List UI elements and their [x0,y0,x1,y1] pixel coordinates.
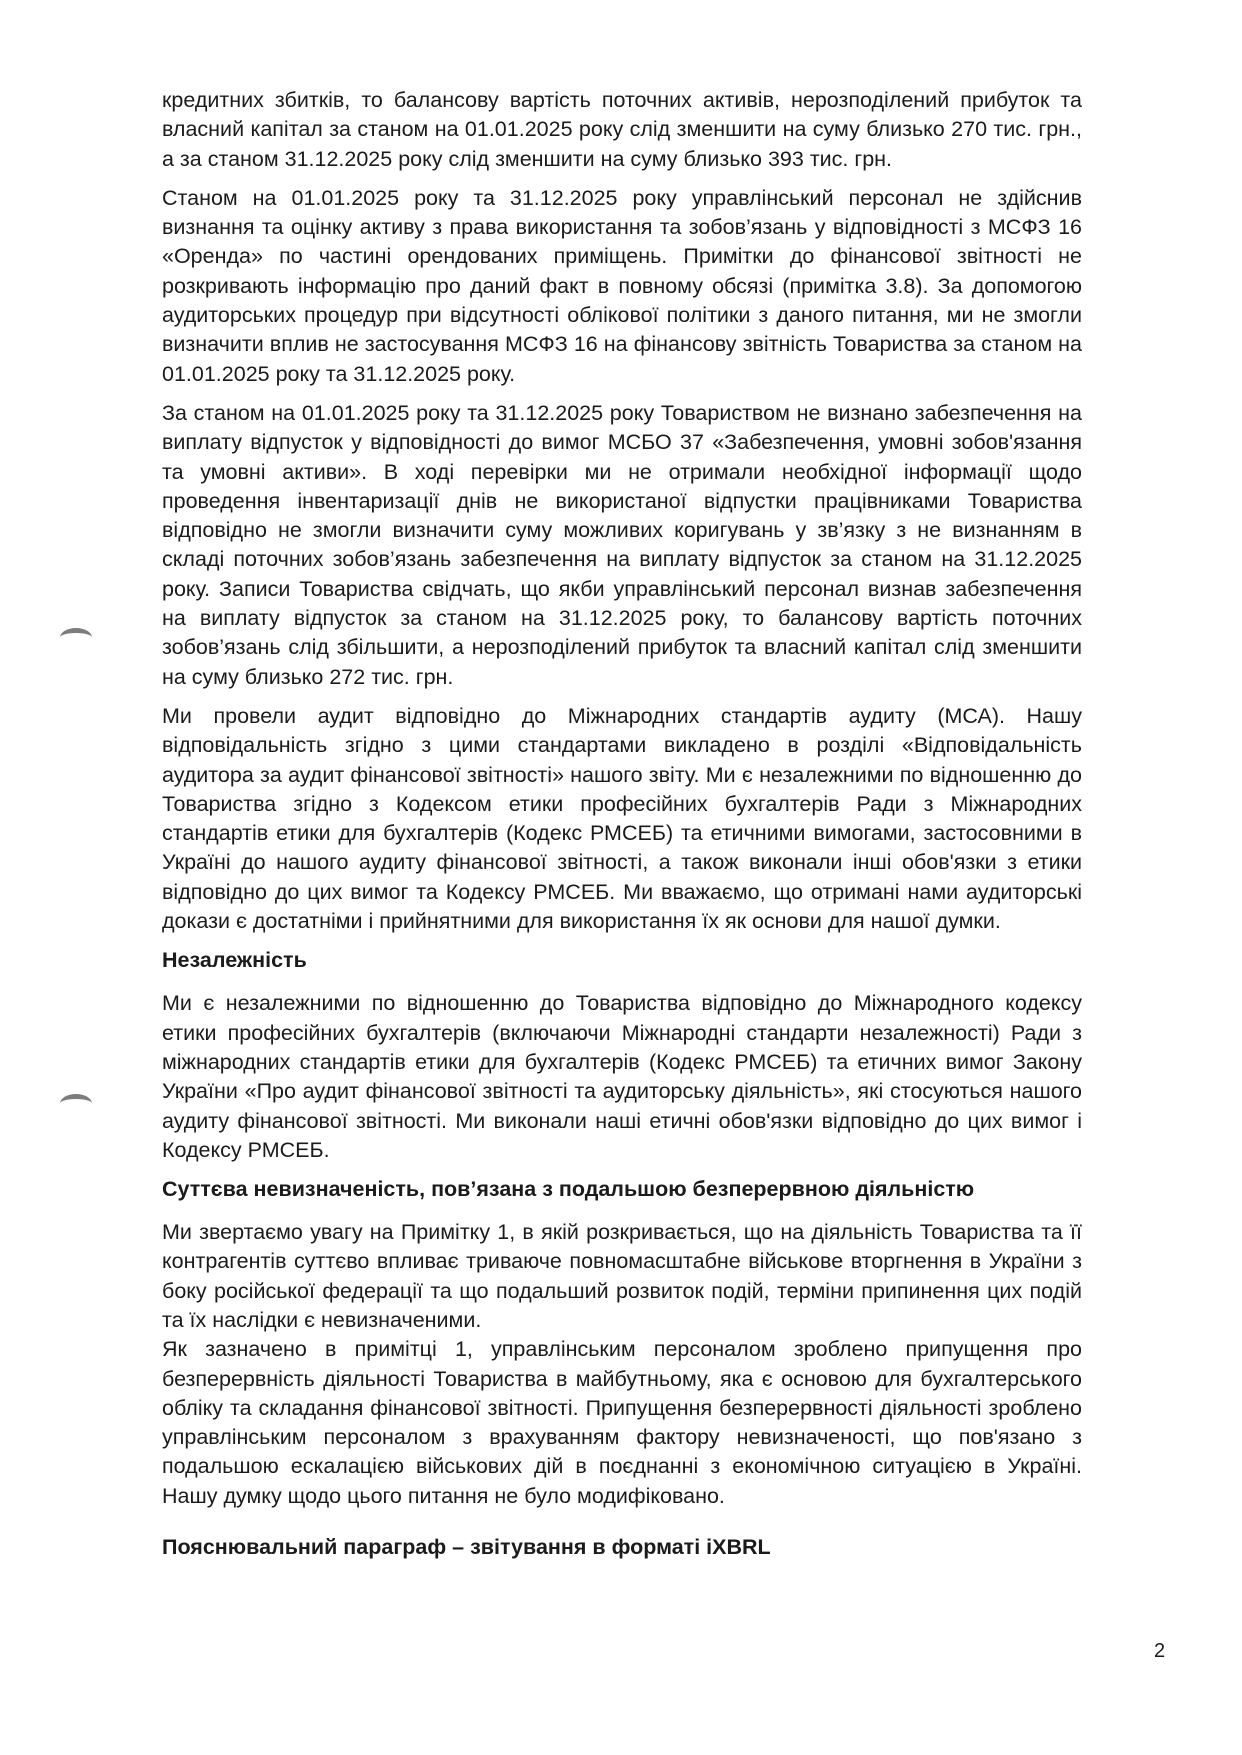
paragraph-vacation-provision: За станом на 01.01.2025 року та 31.12.2025 року Товариством не визнано забезпечення на виплату відпусток у відповідності до вимог МСБО 37 «Забезпечення, умовні зобов'язання та умовні активи». В ході перевірки ми не отримали необхідної інформації щодо проведення інвентаризації днів не використаної відпустки працівниками Товариства відповідно не змогли визначити суму можливих коригувань у зв’язку з не визнанням в складі поточних зобов’язань забезпечення на виплату відпусток за станом на 31.12.2025 року. Записи Товариства свідчать, що якби управлінський персонал визнав забезпечення на виплату відпусток за станом на 31.12.2025 року, то балансову вартість поточних зобов’язань слід збільшити, а нерозподілений прибуток та власний капітал слід зменшити на суму близько 272 тис. грн. [162,400,1082,689]
paragraph-ifrs16-lease: Станом на 01.01.2025 року та 31.12.2025 року управлінський персонал не здійснив визнання та оцінку активу з права використання та зобов’язань у відповідності з МСФЗ 16 «Оренда» по частині орендованих приміщень. Примітки до фінансової звітності не розкривають інформацію про даний факт в повному обсязі (примітка 3.8). За допомогою аудиторських процедур при відсутності облікової політики з даного питання, ми не змогли визначити вплив не застосування МСФЗ 16 на фінансову звітність Товариства за станом на 01.01.2025 року та 31.12.2025 року. [162,185,1082,386]
paragraph-credit-losses: кредитних збитків, то балансову вартість поточних активів, нерозподілений прибуток та власний капітал за станом на 01.01.2025 року слід зменшити на суму близько 270 тис. грн., а за станом 31.12.2025 року слід зменшити на суму близько 393 тис. грн. [162,88,1082,171]
heading-going-concern: Суттєва невизначеність, пов’язана з подальшою безперервною діяльністю [162,1177,975,1202]
paragraph-going-concern-1: Ми звертаємо увагу на Примітку 1, в якій розкривається, що на діяльність Товариства та її контрагентів суттєво впливає триваюче повномасштабне військове вторгнення в України з боку російської федерації та що подальший розвиток подій, терміни припинення цих подій та їх наслідки є невизначеними. [162,1220,1082,1332]
paragraph-audit-basis: Ми провели аудит відповідно до Міжнародних стандартів аудиту (МСА). Нашу відповідальність згідно з цими стандартами викладено в розділі «Відповідальність аудитора за аудит фінансової звітності» нашого звіту. Ми є незалежними по відношенню до Товариства згідно з Кодексом етики професійних бухгалтерів Ради з Міжнародних стандартів етики для бухгалтерів (Кодекс РМСЕБ) та етичними вимогами, застосовними в Україні до нашого аудиту фінансової звітності, а також виконали інші обов'язки з етики відповідно до цих вимог та Кодексу РМСЕБ. Ми вважаємо, що отримані нами аудиторські докази є достатніми і прийнятними для використання їх як основи для нашої думки. [162,703,1082,934]
heading-independence: Незалежність [162,948,307,973]
heading-explanatory-ixbrl: Пояснювальний параграф – звітування в форматі iXBRL [162,1535,771,1560]
paragraph-independence: Ми є незалежними по відношенню до Товариства відповідно до Міжнародного кодексу етики професійних бухгалтерів (включаючи Міжнародні стандарти незалежності) Ради з міжнародних стандартів етики для бухгалтерів (Кодекс РМСЕБ) та етичних вимог Закону України «Про аудит фінансової звітності та аудиторську діяльність», які стосуються нашого аудиту фінансової звітності. Ми виконали наші етичні обов'язки відповідно до цих вимог і Кодексу РМСЕБ. [162,991,1082,1162]
punch-hole-mark [60,1094,92,1113]
paragraph-going-concern-2: Як зазначено в примітці 1, управлінським персоналом зроблено припущення про безперервність діяльності Товариства в майбутньому, яка є основою для бухгалтерського обліку та складання фінансової звітності. Припущення безперервності діяльності зроблено управлінським персоналом з врахуванням фактору невизначеності, що пов'язано з подальшою ескалацією військових дій в поєднанні з економічною ситуацією в Україні. Нашу думку щодо цього питання не було модифіковано. [162,1337,1082,1508]
page-number: 2 [1154,1640,1166,1662]
punch-hole-mark [60,628,92,647]
document-body [162,86,1082,1576]
